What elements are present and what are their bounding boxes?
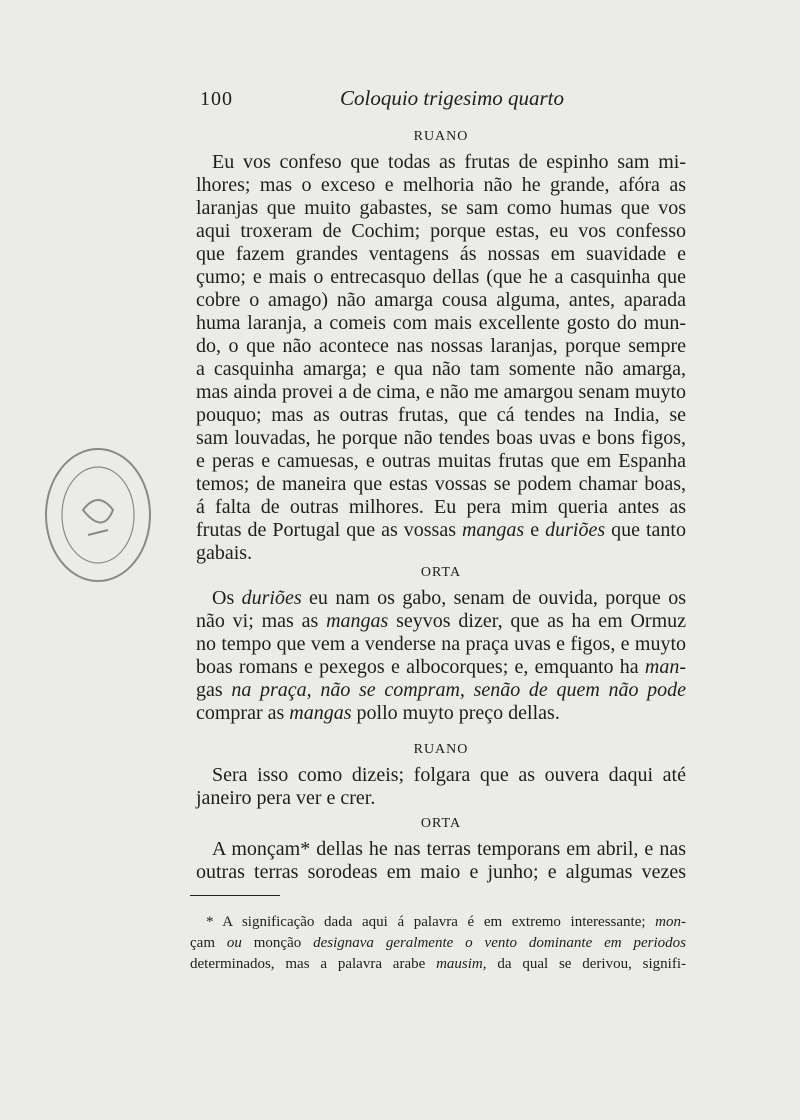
text-segment: Os <box>212 587 242 609</box>
text-segment: huma laranja, a comeis com mais excellente gosto do mun- <box>196 312 686 334</box>
italic-term: mangas <box>289 702 352 724</box>
text-segment: sam louvadas, he porque não tendes boas uvas e bons figos, <box>196 427 686 449</box>
footnote-rule <box>190 895 280 896</box>
text-segment: aqui troxeram de Cochim; porque estas, eu vos confesso <box>196 220 686 242</box>
footnote-line <box>190 912 686 933</box>
text-line <box>196 656 686 679</box>
italic-term: mausim, <box>436 956 487 972</box>
text-segment: a casquinha amarga; e qua não tam somente não amarga, <box>196 358 686 380</box>
text-line <box>196 519 686 542</box>
page-header <box>200 84 686 114</box>
text-line <box>196 151 686 174</box>
text-line <box>196 633 686 656</box>
italic-term: duriões <box>241 587 302 609</box>
footnote-line <box>190 933 686 954</box>
text-segment: não vi; mas as <box>196 610 327 632</box>
text-segment: á falta de outras milhores. Eu pera mim queria antes as <box>196 496 686 518</box>
text-line <box>196 764 686 787</box>
text-segment: laranjas que muito gabastes, se sam como humas que vos <box>196 197 686 219</box>
speaker-name: RUANO <box>413 742 469 757</box>
text-segment: lhores; mas o exceso e melhoria não he grande, afóra as <box>196 174 686 196</box>
text-segment: da qual se derivou, signifi- <box>486 956 686 972</box>
text-line <box>196 197 686 220</box>
text-segment: que fazem grandes ventagens ás nossas em suavidade e <box>196 243 686 265</box>
text-segment: outras terras sorodeas em maio e junho; e algumas vezes <box>196 861 686 883</box>
italic-term: mangas <box>461 519 525 541</box>
text-segment: gas <box>196 679 223 701</box>
speaker-name: ORTA <box>420 816 462 831</box>
text-segment: que tanto <box>605 519 686 541</box>
text-segment: no tempo que vem a venderse na praça uvas e figos, e muyto <box>196 633 686 655</box>
text-line <box>196 450 686 473</box>
text-segment: mas ainda provei a de cima, e não me amargou senam muyto <box>196 381 686 403</box>
text-segment: A monçam* dellas he nas terras temporans em abril, e nas <box>212 838 686 860</box>
text-line <box>196 787 686 810</box>
text-line <box>196 243 686 266</box>
text-segment: frutas de Portugal que as vossas <box>196 519 462 541</box>
speaker-name: ORTA <box>420 565 462 580</box>
text-segment: comprar as <box>196 702 290 724</box>
text-line <box>196 587 686 610</box>
footnote-line <box>190 954 686 975</box>
text-line <box>196 174 686 197</box>
speaker-name: RUANO <box>413 129 469 144</box>
text-segment: pouquo; mas as outras frutas, que cá tendes na India, se <box>196 404 686 426</box>
text-segment: eu nam os gabo, senam de ouvida, porque os <box>301 587 686 609</box>
text-segment: e peras e camuesas, e outras muitas frutas que em Espanha <box>196 450 686 472</box>
text-segment: * A significação dada aqui á palavra é em extremo interessante; <box>206 914 656 930</box>
text-segment: janeiro pera ver e crer. <box>196 787 376 809</box>
text-segment: do, o que não acontece nas nossas laranjas, porque sempre <box>196 335 686 357</box>
text-line <box>196 381 686 404</box>
dialogue-paragraph <box>196 764 686 810</box>
text-line <box>196 312 686 335</box>
text-segment: e <box>524 519 546 541</box>
text-segment: Sera isso como dizeis; folgara que as ouvera daqui até <box>212 764 686 786</box>
italic-term: mangas <box>326 610 389 632</box>
text-line <box>196 542 686 565</box>
text-line <box>196 679 686 702</box>
italic-term: mon- <box>655 914 686 930</box>
text-segment: boas romans e pexegos e albocorques; e, emquanto ha <box>196 656 645 678</box>
text-line <box>196 861 686 884</box>
text-segment: seyvos dizer, que as ha em Ormuz <box>388 610 686 632</box>
footnote <box>190 912 686 975</box>
text-segment: çumo; e mais o entrecasquo dellas (que he a casquinha que <box>196 266 686 288</box>
text-line <box>196 427 686 450</box>
text-line <box>196 473 686 496</box>
text-line <box>196 358 686 381</box>
running-title: Coloquio trigesimo quarto <box>340 86 565 110</box>
dialogue-paragraph <box>196 151 686 565</box>
text-segment: monção <box>253 935 302 951</box>
italic-term: man- <box>644 656 686 678</box>
italic-term: duriões <box>545 519 606 541</box>
text-line <box>196 266 686 289</box>
text-segment: gabais. <box>196 542 253 564</box>
text-line <box>196 610 686 633</box>
text-segment: determinados, mas a palavra arabe <box>190 956 437 972</box>
text-line <box>196 404 686 427</box>
italic-term: ou <box>214 935 254 951</box>
text-line <box>196 496 686 519</box>
text-segment: çam <box>190 935 215 951</box>
dialogue-paragraph <box>196 587 686 725</box>
text-line <box>196 335 686 358</box>
text-line <box>196 838 686 861</box>
italic-term: na praça, não se compram, senão de quem não pode <box>222 679 686 701</box>
text-segment: temos; de maneira que estas vossas se podem chamar boas, <box>196 473 686 495</box>
text-segment: pollo muyto preço dellas. <box>351 702 560 724</box>
dialogue-paragraph <box>196 838 686 884</box>
text-line <box>196 289 686 312</box>
library-stamp <box>38 440 158 590</box>
text-line <box>196 220 686 243</box>
italic-term: designava geralmente o vento dominante em periodos <box>301 935 686 951</box>
text-segment: Eu vos confeso que todas as frutas de espinho sam mi- <box>212 151 686 173</box>
text-line <box>196 702 686 725</box>
text-segment: cobre o amago) não amarga cousa alguma, antes, aparada <box>196 289 686 311</box>
page-number: 100 <box>200 88 233 110</box>
